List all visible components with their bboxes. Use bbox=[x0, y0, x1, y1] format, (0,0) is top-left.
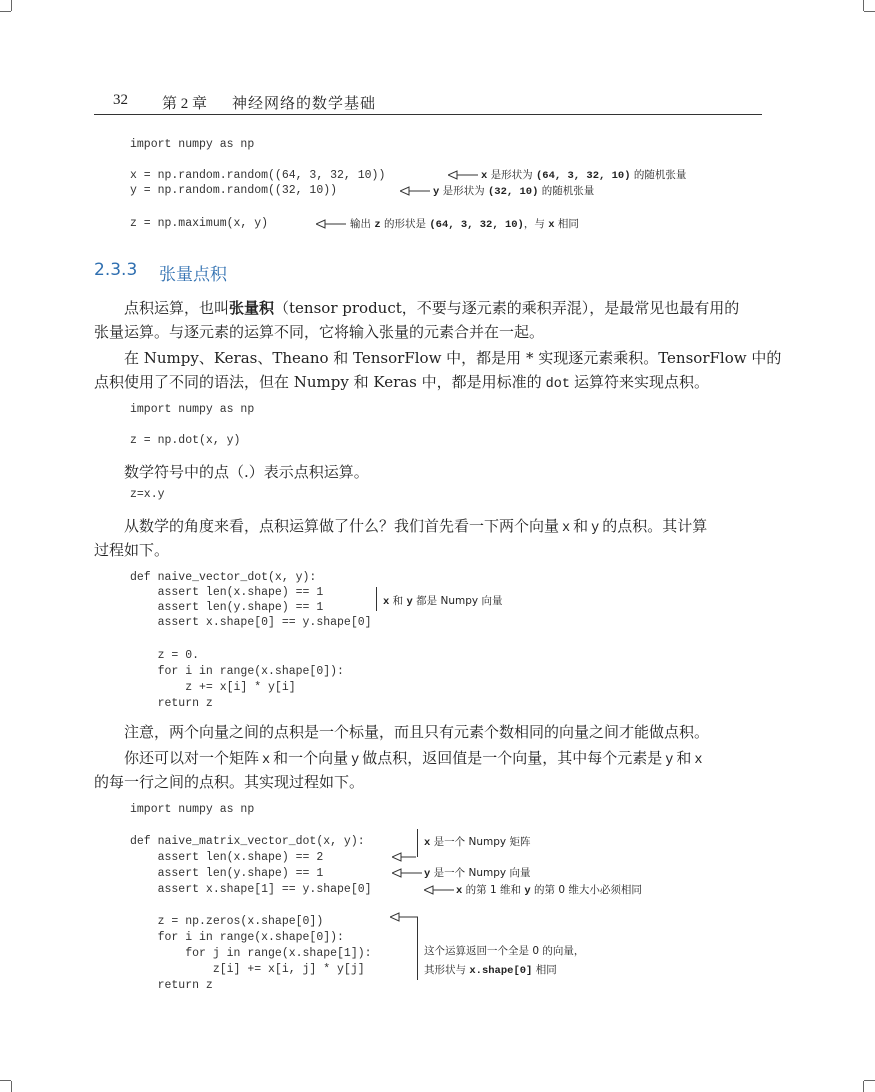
code-line: assert x.shape[0] == y.shape[0] bbox=[130, 616, 372, 629]
left-arrow-icon bbox=[400, 186, 430, 196]
header-rule bbox=[94, 114, 762, 115]
code-line: def naive_vector_dot(x, y): bbox=[130, 571, 317, 584]
code-line: import numpy as np bbox=[130, 403, 255, 416]
paragraph: 数学符号中的点（.）表示点积运算。 bbox=[124, 463, 369, 481]
left-arrow-icon bbox=[392, 852, 416, 862]
code-line: assert len(x.shape) == 2 bbox=[130, 851, 324, 864]
annotation-zeros-line2: 其形状与 x.shape[0] 相同 bbox=[424, 964, 557, 977]
paragraph: 点积运算，也叫张量积（tensor product，不要与逐元素的乘积弄混），是最常见也最有用的 bbox=[124, 299, 740, 317]
crop-mark bbox=[0, 1080, 11, 1081]
left-arrow-icon bbox=[392, 868, 422, 878]
code-line: return z bbox=[130, 979, 213, 992]
annotation-y-shape: y 是形状为 (32, 10) 的随机张量 bbox=[433, 185, 595, 198]
annotation-bracket bbox=[376, 587, 377, 611]
paragraph: 从数学的角度来看，点积运算做了什么？我们首先看一下两个向量 x 和 y 的点积。其计算 bbox=[124, 517, 708, 536]
annotation-x-matrix: x 是一个 Numpy 矩阵 bbox=[424, 836, 531, 849]
left-arrow-icon bbox=[316, 219, 346, 229]
code-line: for i in range(x.shape[0]): bbox=[130, 665, 344, 678]
code-line: import numpy as np bbox=[130, 138, 255, 151]
section-title: 张量点积 bbox=[159, 265, 227, 285]
paragraph: 的每一行之间的点积。其实现过程如下。 bbox=[94, 773, 365, 791]
left-arrow-icon bbox=[448, 170, 478, 180]
code-line: def naive_matrix_vector_dot(x, y): bbox=[130, 835, 365, 848]
chapter-label: 第 2 章 bbox=[162, 96, 208, 112]
code-line: z = np.dot(x, y) bbox=[130, 434, 241, 447]
code-line: assert x.shape[1] == y.shape[0] bbox=[130, 883, 372, 896]
code-line: assert len(y.shape) == 1 bbox=[130, 601, 324, 614]
crop-mark bbox=[864, 11, 875, 12]
annotation-zeros-line1: 这个运算返回一个全是 0 的向量， bbox=[424, 945, 585, 957]
paragraph: 你还可以对一个矩阵 x 和一个向量 y 做点积，返回值是一个向量，其中每个元素是 y 和 x bbox=[124, 749, 703, 768]
page-number: 32 bbox=[113, 92, 128, 108]
chapter-title: 神经网络的数学基础 bbox=[232, 96, 377, 112]
crop-mark bbox=[863, 0, 864, 11]
code-line: z = np.maximum(x, y) bbox=[130, 217, 269, 230]
crop-mark bbox=[863, 1081, 864, 1092]
annotation-y-vector: y 是一个 Numpy 向量 bbox=[424, 867, 531, 880]
crop-mark bbox=[0, 11, 11, 12]
left-arrow-icon bbox=[390, 912, 418, 922]
code-line: x = np.random.random((64, 3, 32, 10)) bbox=[130, 169, 386, 182]
crop-mark bbox=[11, 0, 12, 11]
annotation-x-shape: x 是形状为 (64, 3, 32, 10) 的随机张量 bbox=[481, 169, 687, 182]
crop-mark bbox=[11, 1081, 12, 1092]
code-line: z[i] += x[i, j] * y[j] bbox=[130, 963, 365, 976]
left-arrow-icon bbox=[424, 885, 454, 895]
code-line: z = np.zeros(x.shape[0]) bbox=[130, 915, 324, 928]
annotation-vectors: x 和 y 都是 Numpy 向量 bbox=[383, 595, 503, 608]
code-line: z += x[i] * y[i] bbox=[130, 681, 296, 694]
paragraph: 过程如下。 bbox=[94, 541, 170, 559]
annotation-bracket bbox=[417, 917, 418, 980]
paragraph: 注意，两个向量之间的点积是一个标量，而且只有元素个数相同的向量之间才能做点积。 bbox=[124, 723, 710, 741]
crop-mark bbox=[864, 1080, 875, 1081]
annotation-dim-match: x 的第 1 维和 y 的第 0 维大小必须相同 bbox=[456, 884, 642, 897]
code-line: assert len(y.shape) == 1 bbox=[130, 867, 324, 880]
paragraph: 点积使用了不同的语法，但在 Numpy 和 Keras 中，都是用标准的 dot 运算符来实现点积。 bbox=[94, 373, 709, 392]
code-line: z = 0. bbox=[130, 649, 200, 662]
annotation-bracket bbox=[417, 829, 418, 857]
section-number: 2.3.3 bbox=[94, 260, 138, 280]
code-line: import numpy as np bbox=[130, 803, 255, 816]
code-line: for i in range(x.shape[0]): bbox=[130, 931, 344, 944]
code-line: return z bbox=[130, 697, 213, 710]
code-line: for j in range(x.shape[1]): bbox=[130, 947, 372, 960]
code-line: assert len(x.shape) == 1 bbox=[130, 586, 324, 599]
paragraph: 张量运算。与逐元素的运算不同，它将输入张量的元素合并在一起。 bbox=[94, 323, 545, 341]
annotation-z-shape: 输出 z 的形状是 (64, 3, 32, 10)，与 x 相同 bbox=[350, 218, 579, 231]
paragraph: 在 Numpy、Keras、Theano 和 TensorFlow 中，都是用 * 实现逐元素乘积。TensorFlow 中的 bbox=[124, 349, 782, 367]
code-line: z=x.y bbox=[130, 488, 165, 501]
code-line: y = np.random.random((32, 10)) bbox=[130, 184, 338, 197]
